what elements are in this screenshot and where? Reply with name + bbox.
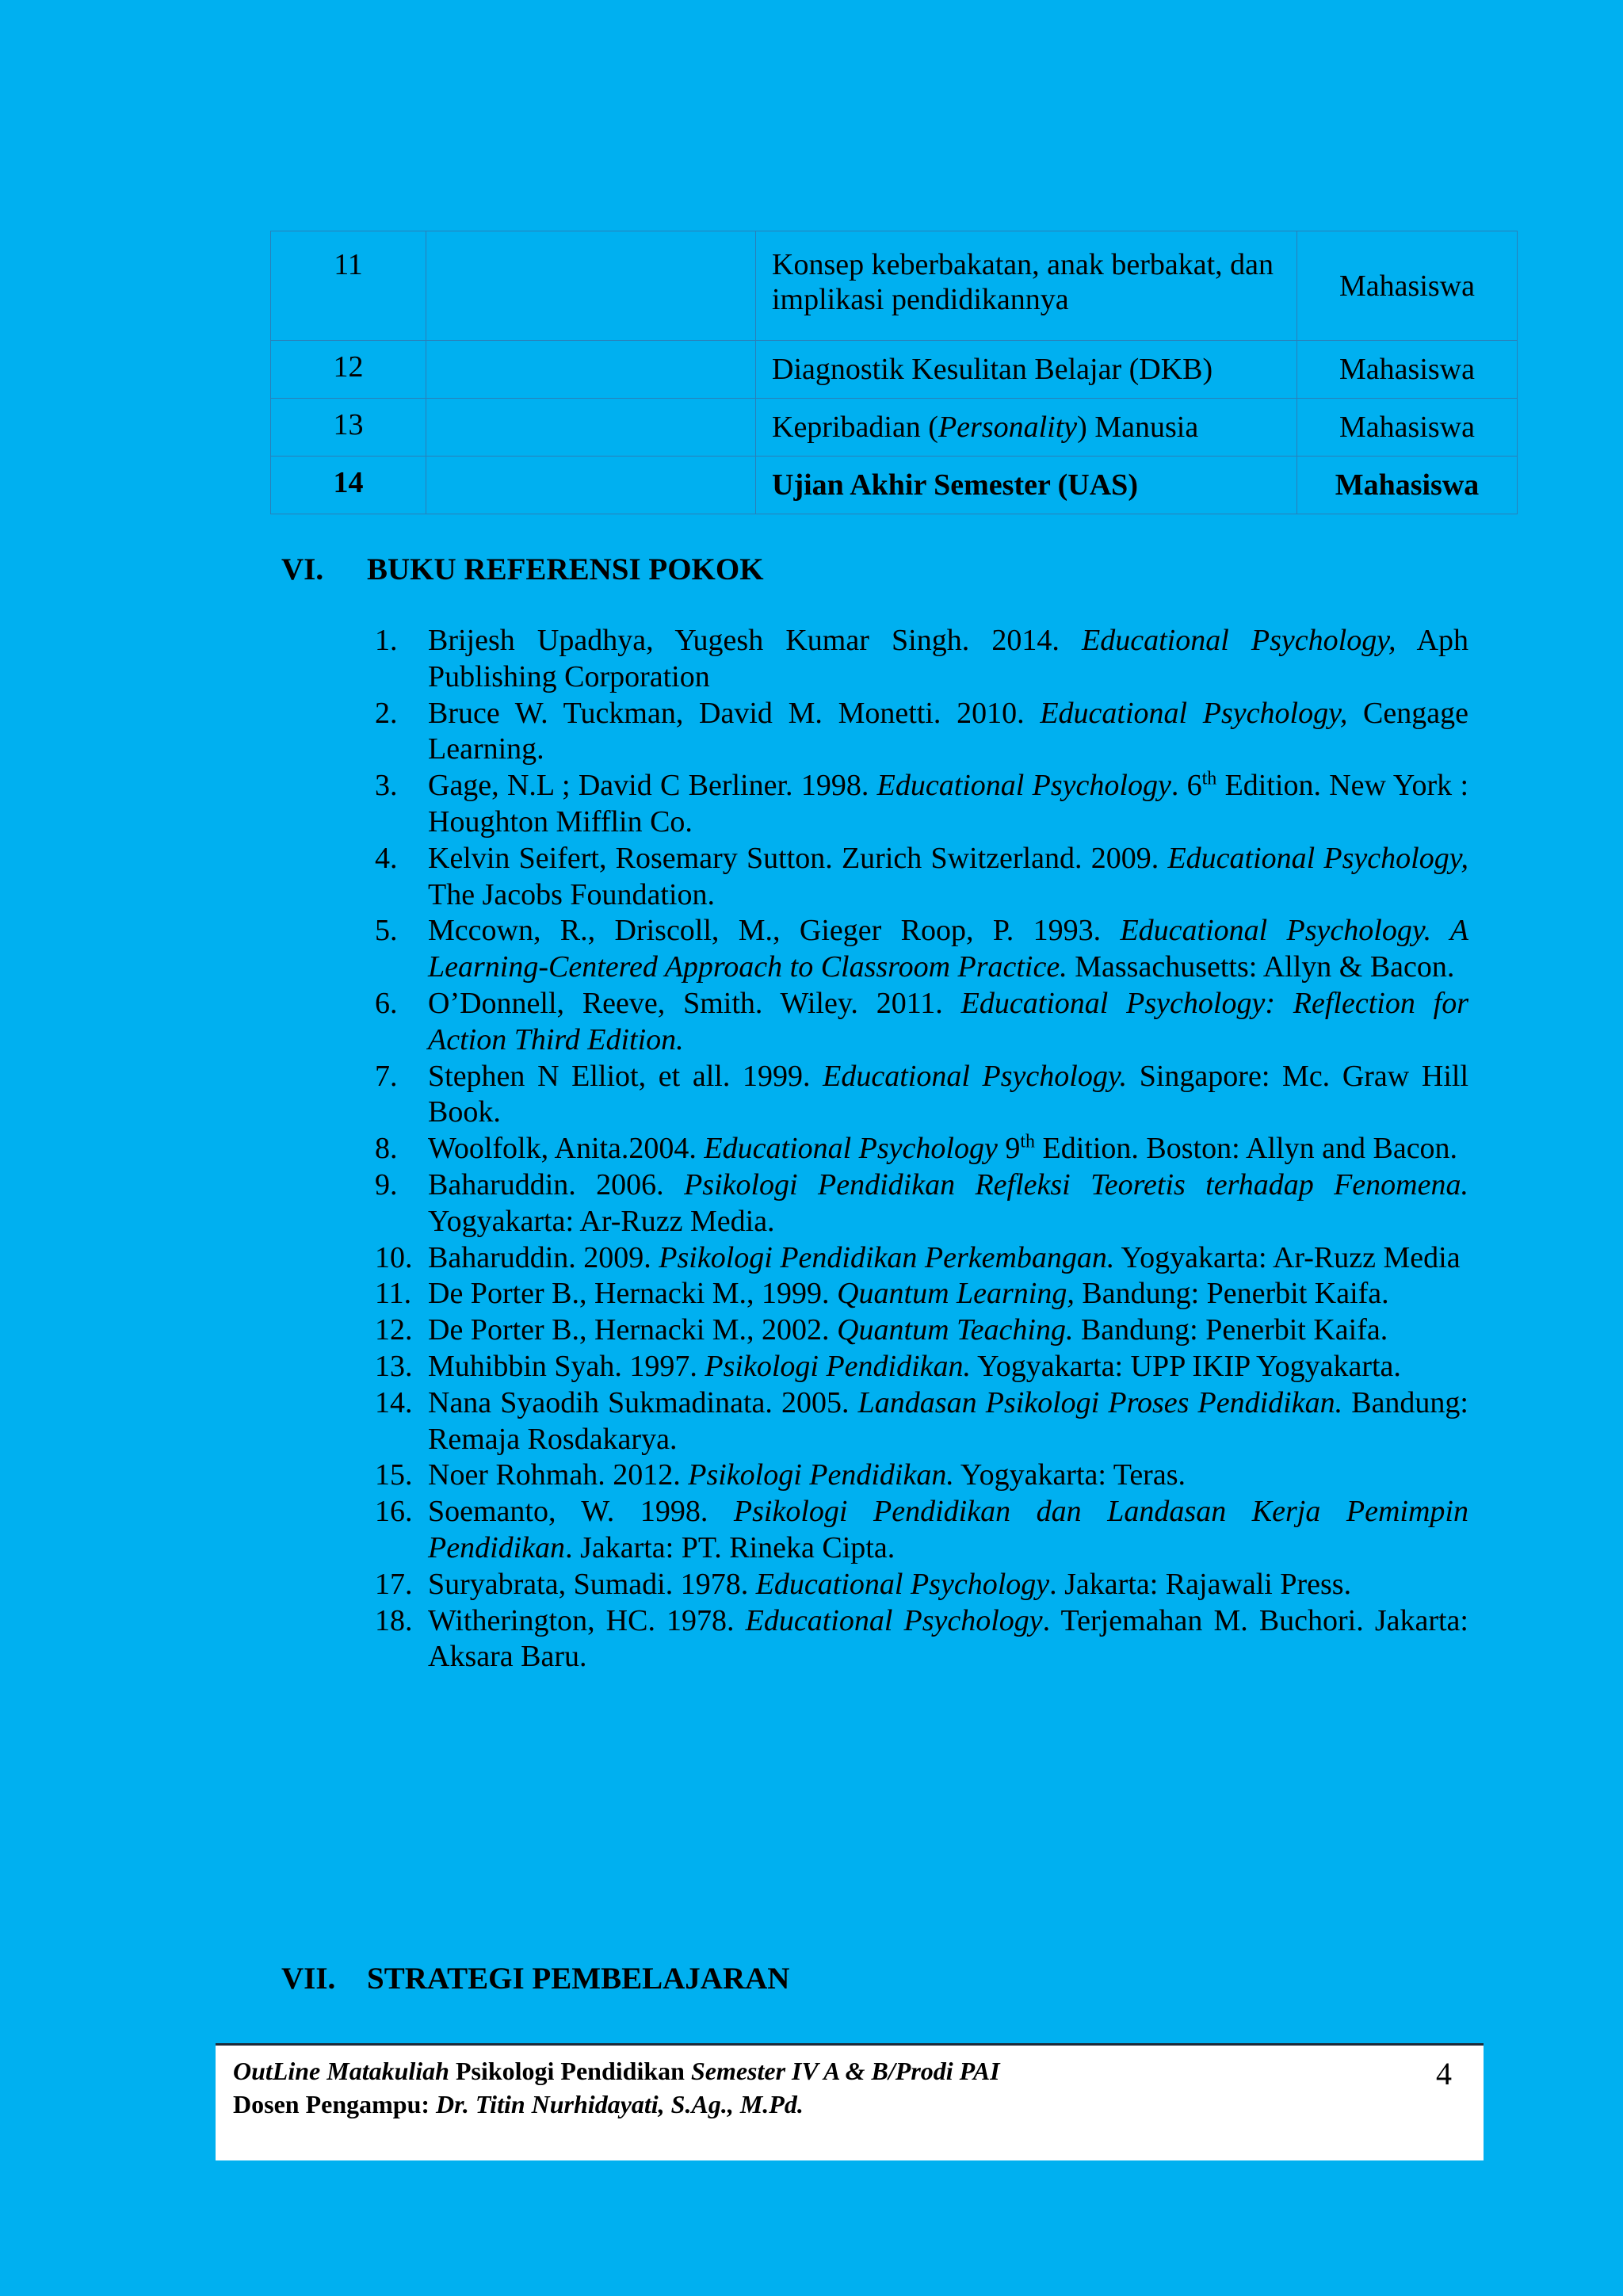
reference-text: Baharuddin. 2009. Psikologi Pendidikan Perkembangan. Yogyakarta: Ar-Ruzz Media: [428, 1240, 1461, 1274]
row-topic: Diagnostik Kesulitan Belajar (DKB): [756, 341, 1297, 399]
reference-item: [375, 1059, 1468, 1132]
reference-item: [375, 1603, 1468, 1676]
reference-number: 4.: [375, 841, 398, 875]
page-number: 4: [1436, 2056, 1452, 2092]
reference-text: Woolfolk, Anita.2004. Educational Psychology 9th Edition. Boston: Allyn and Bacon.: [428, 1131, 1458, 1166]
table-row: [271, 231, 1518, 341]
empty-cell: [426, 341, 756, 399]
section-number: VII.: [281, 1962, 336, 1996]
reference-text: De Porter B., Hernacki M., 1999. Quantum Learning, Bandung: Penerbit Kaifa.: [428, 1277, 1389, 1311]
row-topic: Ujian Akhir Semester (UAS): [756, 457, 1297, 514]
page-footer: [216, 2043, 1484, 2160]
reference-list: [375, 623, 1468, 1675]
row-topic: Kepribadian (Personality) Manusia: [756, 399, 1297, 457]
reference-text: Bruce W. Tuckman, David M. Monetti. 2010. Educational Psychology, Cengage Learning.: [428, 696, 1468, 766]
section-title: STRATEGI PEMBELAJARAN: [367, 1962, 790, 1996]
row-number: 13: [271, 399, 426, 457]
empty-cell: [426, 399, 756, 457]
reference-text: Mccown, R., Driscoll, M., Gieger Roop, P. 1993. Educational Psychology. A Learning-Centered Approach to Classroom Practice. Massachusetts: Allyn & Bacon.: [428, 914, 1468, 984]
empty-cell: [426, 231, 756, 341]
table-row: [271, 457, 1518, 514]
reference-number: 10.: [375, 1240, 413, 1274]
empty-cell: [426, 457, 756, 514]
footer-lecturer-line: Dosen Pengampu: Dr. Titin Nurhidayati, S.Ag., M.Pd.: [233, 2090, 804, 2118]
reference-number: 2.: [375, 696, 398, 730]
reference-item: [375, 913, 1468, 986]
reference-text: Witherington, HC. 1978. Educational Psychology. Terjemahan M. Buchori. Jakarta: Aksara Baru.: [428, 1603, 1468, 1674]
reference-item: [375, 1567, 1468, 1603]
reference-item: [375, 1276, 1468, 1312]
row-number: 14: [271, 457, 426, 514]
reference-number: 6.: [375, 986, 398, 1020]
section-number: VI.: [281, 552, 324, 586]
reference-number: 13.: [375, 1349, 413, 1383]
reference-number: 12.: [375, 1313, 413, 1347]
reference-item: [375, 696, 1468, 769]
table-row: [271, 399, 1518, 457]
reference-number: 5.: [375, 914, 398, 948]
reference-text: De Porter B., Hernacki M., 2002. Quantum Teaching. Bandung: Penerbit Kaifa.: [428, 1313, 1388, 1347]
row-presenter: Mahasiswa: [1297, 399, 1518, 457]
reference-item: [375, 1349, 1468, 1385]
reference-text: Soemanto, W. 1998. Psikologi Pendidikan dan Landasan Kerja Pemimpin Pendidikan. Jakarta: PT. Rineka Cipta.: [428, 1495, 1468, 1564]
row-presenter: Mahasiswa: [1297, 341, 1518, 399]
reference-text: Muhibbin Syah. 1997. Psikologi Pendidikan. Yogyakarta: UPP IKIP Yogyakarta.: [428, 1349, 1401, 1383]
reference-text: Brijesh Upadhya, Yugesh Kumar Singh. 2014. Educational Psychology, Aph Publishing Corporation: [428, 624, 1468, 693]
reference-number: 1.: [375, 624, 398, 657]
schedule-table: [270, 231, 1518, 514]
reference-text: O’Donnell, Reeve, Smith. Wiley. 2011. Educational Psychology: Reflection for Action Third Edition.: [428, 986, 1468, 1056]
reference-text: Stephen N Elliot, et all. 1999. Educational Psychology. Singapore: Mc. Graw Hill Book.: [428, 1059, 1469, 1129]
row-topic: Konsep keberbakatan, anak berbakat, dan implikasi pendidikannya: [756, 231, 1297, 341]
reference-item: [375, 986, 1468, 1059]
reference-item: [375, 1312, 1468, 1349]
reference-item: [375, 1385, 1468, 1458]
row-number: 11: [271, 231, 426, 341]
row-presenter: Mahasiswa: [1297, 231, 1518, 341]
reference-number: 3.: [375, 769, 398, 803]
reference-number: 16.: [375, 1495, 413, 1529]
reference-text: Gage, N.L ; David C Berliner. 1998. Educational Psychology. 6th Edition. New York : Houghton Mifflin Co.: [428, 768, 1469, 839]
reference-item: [375, 1167, 1468, 1240]
reference-number: 14.: [375, 1385, 413, 1419]
reference-item: [375, 1240, 1468, 1277]
reference-text: Kelvin Seifert, Rosemary Sutton. Zurich Switzerland. 2009. Educational Psychology, The Jacobs Foundation.: [428, 841, 1468, 911]
footer-course-line: OutLine Matakuliah Psikologi Pendidikan Semester IV A & B/Prodi PAI: [233, 2057, 1000, 2085]
reference-text: Noer Rohmah. 2012. Psikologi Pendidikan. Yogyakarta: Teras.: [428, 1458, 1186, 1492]
reference-number: 7.: [375, 1059, 398, 1093]
reference-number: 18.: [375, 1603, 413, 1637]
reference-number: 8.: [375, 1132, 398, 1166]
reference-item: [375, 1131, 1468, 1167]
reference-item: [375, 1457, 1468, 1494]
row-number: 12: [271, 341, 426, 399]
reference-text: Baharuddin. 2006. Psikologi Pendidikan Refleksi Teoretis terhadap Fenomena. Yogyakarta: Ar-Ruzz Media.: [428, 1167, 1468, 1238]
table-row: [271, 341, 1518, 399]
reference-number: 9.: [375, 1167, 398, 1201]
reference-text: Suryabrata, Sumadi. 1978. Educational Psychology. Jakarta: Rajawali Press.: [428, 1567, 1352, 1601]
reference-item: [375, 1494, 1468, 1567]
section-title: BUKU REFERENSI POKOK: [367, 552, 764, 586]
reference-item: [375, 841, 1468, 914]
reference-number: 11.: [375, 1277, 412, 1311]
row-presenter: Mahasiswa: [1297, 457, 1518, 514]
reference-number: 17.: [375, 1567, 413, 1601]
reference-number: 15.: [375, 1458, 413, 1492]
reference-item: [375, 623, 1468, 696]
reference-text: Nana Syaodih Sukmadinata. 2005. Landasan Psikologi Proses Pendidikan. Bandung: Remaja Rosdakarya.: [428, 1385, 1468, 1456]
reference-item: [375, 768, 1468, 841]
